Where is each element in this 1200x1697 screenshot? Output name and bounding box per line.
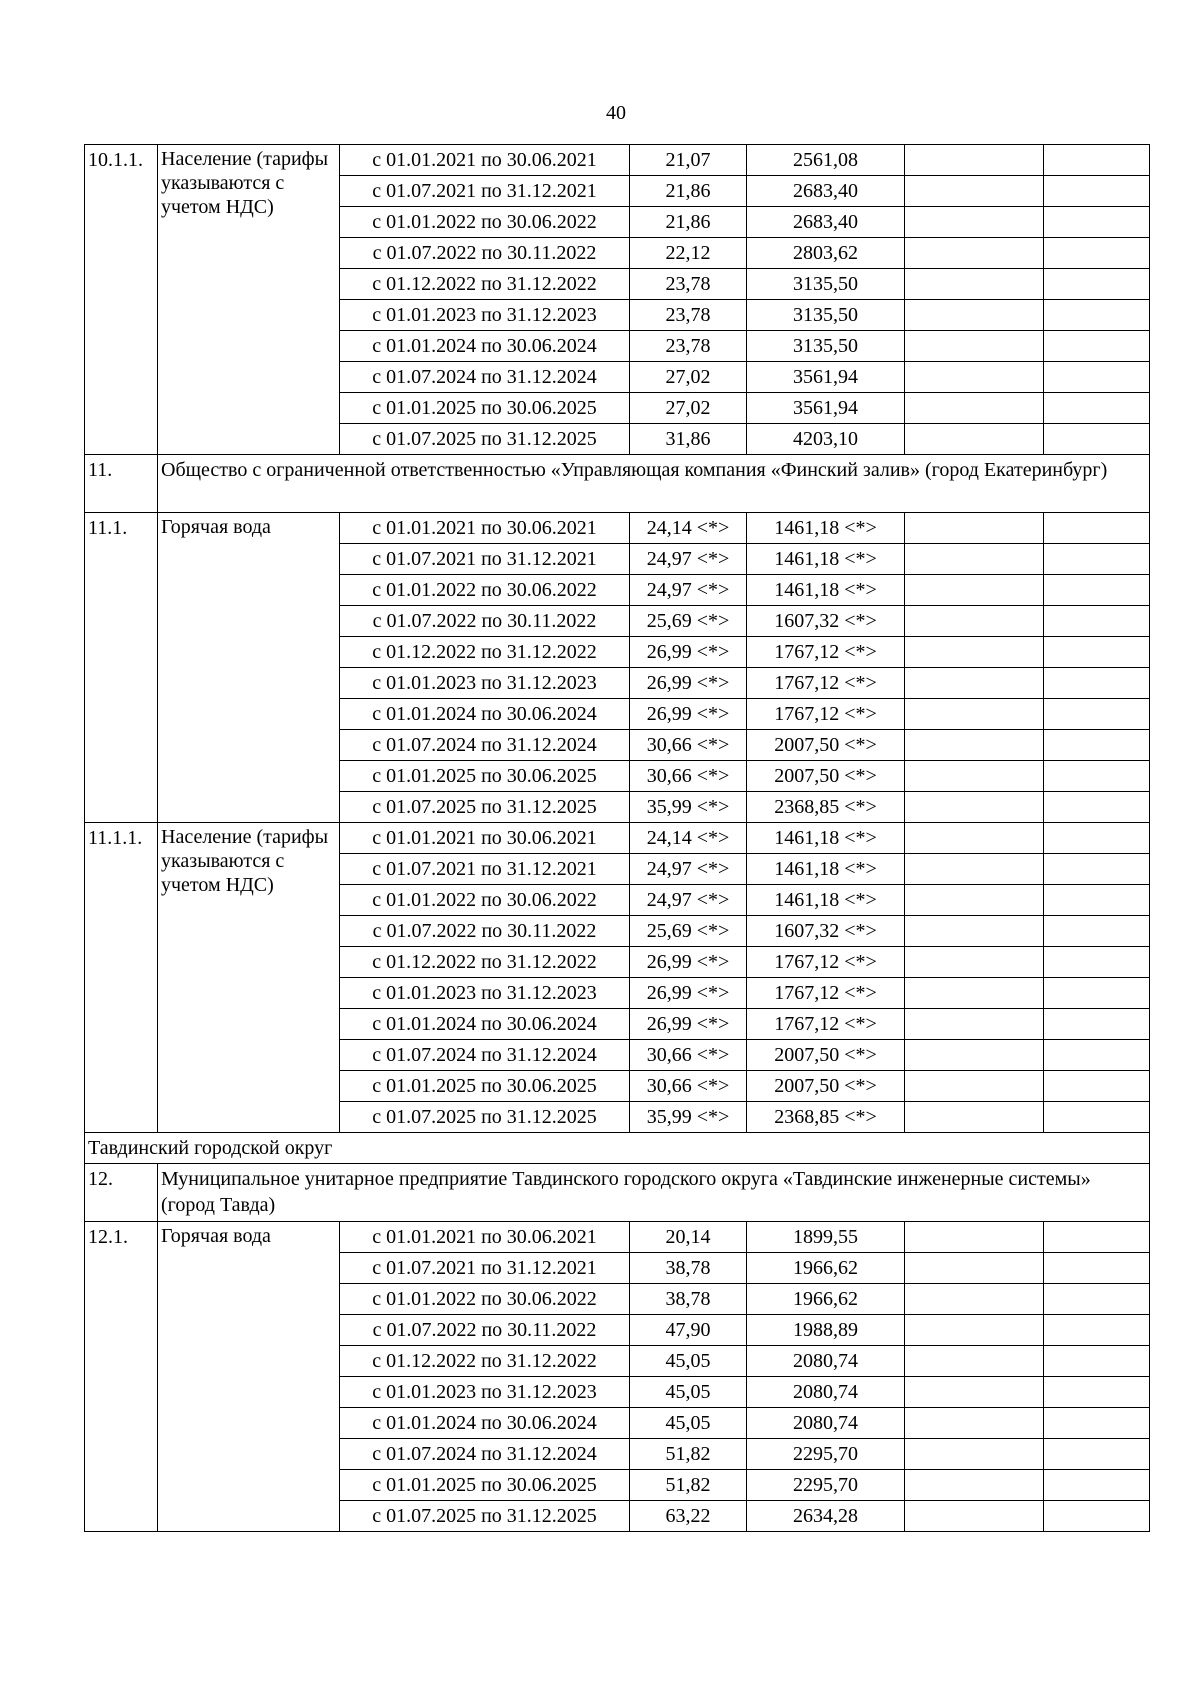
tariff-value-cell: 1767,12 <*> [747,978,905,1009]
tariff-value-cell: 1767,12 <*> [747,699,905,730]
tariff-value-cell: 1607,32 <*> [747,606,905,637]
table-row [85,823,1150,854]
tariff-value-cell: 26,99 <*> [630,947,747,978]
tariff-value-cell: 2080,74 [747,1346,905,1377]
tariff-value-cell: 24,97 <*> [630,575,747,606]
tariff-value-cell: 1966,62 [747,1253,905,1284]
period-cell: с 01.01.2024 по 30.06.2024 [340,1408,630,1439]
empty-cell [905,1346,1044,1377]
tariff-value-cell: 1607,32 <*> [747,916,905,947]
empty-cell [1044,145,1150,176]
empty-cell [1044,269,1150,300]
tariff-value-cell: 26,99 <*> [630,668,747,699]
tariff-value-cell: 25,69 <*> [630,916,747,947]
empty-cell [1044,885,1150,916]
empty-cell [1044,1377,1150,1408]
organization-row [85,1164,1150,1222]
period-cell: с 01.07.2025 по 31.12.2025 [340,1102,630,1133]
period-cell: с 01.07.2024 по 31.12.2024 [340,730,630,761]
period-cell: с 01.12.2022 по 31.12.2022 [340,269,630,300]
period-cell: с 01.07.2021 по 31.12.2021 [340,1253,630,1284]
period-cell: с 01.07.2024 по 31.12.2024 [340,362,630,393]
period-cell: с 01.01.2021 по 30.06.2021 [340,823,630,854]
tariff-value-cell: 2295,70 [747,1470,905,1501]
empty-cell [1044,1071,1150,1102]
period-cell: с 01.07.2022 по 30.11.2022 [340,606,630,637]
empty-cell [905,1377,1044,1408]
tariff-value-cell: 2368,85 <*> [747,1102,905,1133]
period-cell: с 01.07.2022 по 30.11.2022 [340,1315,630,1346]
region-row [85,1133,1150,1164]
period-cell: с 01.01.2025 по 30.06.2025 [340,1071,630,1102]
empty-cell [905,393,1044,424]
period-cell: с 01.07.2021 по 31.12.2021 [340,854,630,885]
empty-cell [905,269,1044,300]
tariff-value-cell: 3135,50 [747,300,905,331]
empty-cell [905,1284,1044,1315]
tariff-value-cell: 51,82 [630,1470,747,1501]
empty-cell [905,145,1044,176]
period-cell: с 01.01.2021 по 30.06.2021 [340,145,630,176]
tariff-value-cell: 2683,40 [747,176,905,207]
tariff-value-cell: 1767,12 <*> [747,637,905,668]
empty-cell [1044,575,1150,606]
empty-cell [1044,1315,1150,1346]
period-cell: с 01.01.2025 по 30.06.2025 [340,761,630,792]
tariff-value-cell: 26,99 <*> [630,637,747,668]
item-number: 12.1. [85,1222,158,1532]
period-cell: с 01.01.2022 по 30.06.2022 [340,1284,630,1315]
period-cell: с 01.01.2024 по 30.06.2024 [340,699,630,730]
empty-cell [905,331,1044,362]
period-cell: с 01.07.2025 по 31.12.2025 [340,424,630,455]
tariff-value-cell: 47,90 [630,1315,747,1346]
period-cell: с 01.01.2021 по 30.06.2021 [340,1222,630,1253]
tariff-value-cell: 2007,50 <*> [747,730,905,761]
empty-cell [905,792,1044,823]
period-cell: с 01.01.2023 по 31.12.2023 [340,978,630,1009]
empty-cell [1044,792,1150,823]
empty-cell [905,916,1044,947]
tariff-value-cell: 2295,70 [747,1439,905,1470]
period-cell: с 01.07.2021 по 31.12.2021 [340,176,630,207]
empty-cell [905,1315,1044,1346]
empty-cell [905,176,1044,207]
empty-cell [905,1222,1044,1253]
organization-number: 11. [85,455,158,513]
tariff-value-cell: 1461,18 <*> [747,575,905,606]
empty-cell [905,947,1044,978]
tariff-value-cell: 23,78 [630,269,747,300]
tariff-table [84,144,1150,1532]
tariff-value-cell: 3135,50 [747,331,905,362]
tariff-value-cell: 35,99 <*> [630,792,747,823]
period-cell: с 01.01.2022 по 30.06.2022 [340,885,630,916]
item-name: Население (тарифы указываются с учетом НДС) [158,145,340,455]
item-number: 10.1.1. [85,145,158,455]
empty-cell [905,238,1044,269]
tariff-value-cell: 30,66 <*> [630,761,747,792]
tariff-value-cell: 45,05 [630,1377,747,1408]
tariff-value-cell: 1461,18 <*> [747,854,905,885]
empty-cell [905,424,1044,455]
tariff-value-cell: 2080,74 [747,1377,905,1408]
tariff-value-cell: 2634,28 [747,1501,905,1532]
tariff-value-cell: 26,99 <*> [630,699,747,730]
empty-cell [1044,176,1150,207]
empty-cell [1044,947,1150,978]
empty-cell [905,1470,1044,1501]
period-cell: с 01.01.2024 по 30.06.2024 [340,1009,630,1040]
tariff-value-cell: 1767,12 <*> [747,668,905,699]
tariff-value-cell: 4203,10 [747,424,905,455]
empty-cell [905,1009,1044,1040]
tariff-value-cell: 27,02 [630,393,747,424]
empty-cell [1044,1439,1150,1470]
organization-title: Общество с ограниченной ответственностью «Управляющая компания «Финский залив» (город Екатеринбург) [158,455,1150,513]
period-cell: с 01.07.2024 по 31.12.2024 [340,1040,630,1071]
empty-cell [905,207,1044,238]
empty-cell [1044,1346,1150,1377]
empty-cell [905,1040,1044,1071]
empty-cell [1044,1253,1150,1284]
tariff-value-cell: 1988,89 [747,1315,905,1346]
period-cell: с 01.01.2022 по 30.06.2022 [340,575,630,606]
period-cell: с 01.01.2024 по 30.06.2024 [340,331,630,362]
period-cell: с 01.01.2023 по 31.12.2023 [340,668,630,699]
empty-cell [1044,331,1150,362]
tariff-value-cell: 3135,50 [747,269,905,300]
tariff-value-cell: 24,97 <*> [630,544,747,575]
period-cell: с 01.12.2022 по 31.12.2022 [340,1346,630,1377]
tariff-value-cell: 1461,18 <*> [747,513,905,544]
tariff-value-cell: 1461,18 <*> [747,885,905,916]
tariff-value-cell: 51,82 [630,1439,747,1470]
empty-cell [905,606,1044,637]
empty-cell [1044,854,1150,885]
tariff-value-cell: 1461,18 <*> [747,823,905,854]
item-name: Горячая вода [158,513,340,823]
period-cell: с 01.01.2022 по 30.06.2022 [340,207,630,238]
tariff-value-cell: 24,14 <*> [630,513,747,544]
period-cell: с 01.01.2021 по 30.06.2021 [340,513,630,544]
tariff-value-cell: 1767,12 <*> [747,1009,905,1040]
tariff-value-cell: 1461,18 <*> [747,544,905,575]
tariff-value-cell: 2368,85 <*> [747,792,905,823]
table-row [85,513,1150,544]
empty-cell [905,1408,1044,1439]
organization-title: Муниципальное унитарное предприятие Тавдинского городского округа «Тавдинские инженерные системы» (город Тавда) [158,1164,1150,1222]
tariff-value-cell: 24,97 <*> [630,885,747,916]
tariff-value-cell: 2683,40 [747,207,905,238]
empty-cell [1044,1009,1150,1040]
tariff-value-cell: 30,66 <*> [630,730,747,761]
empty-cell [1044,1408,1150,1439]
tariff-value-cell: 27,02 [630,362,747,393]
tariff-value-cell: 21,86 [630,176,747,207]
tariff-value-cell: 23,78 [630,331,747,362]
tariff-value-cell: 3561,94 [747,362,905,393]
item-name: Горячая вода [158,1222,340,1532]
empty-cell [1044,300,1150,331]
empty-cell [1044,207,1150,238]
table-row [85,145,1150,176]
empty-cell [1044,1102,1150,1133]
region-title: Тавдинский городской округ [85,1133,1150,1164]
tariff-value-cell: 2803,62 [747,238,905,269]
tariff-value-cell: 22,12 [630,238,747,269]
empty-cell [905,854,1044,885]
period-cell: с 01.01.2025 по 30.06.2025 [340,393,630,424]
empty-cell [1044,1040,1150,1071]
period-cell: с 01.12.2022 по 31.12.2022 [340,947,630,978]
tariff-value-cell: 3561,94 [747,393,905,424]
empty-cell [1044,823,1150,854]
tariff-value-cell: 31,86 [630,424,747,455]
item-name: Население (тарифы указываются с учетом НДС) [158,823,340,1133]
tariff-value-cell: 45,05 [630,1346,747,1377]
tariff-value-cell: 2007,50 <*> [747,761,905,792]
period-cell: с 01.01.2025 по 30.06.2025 [340,1470,630,1501]
empty-cell [1044,637,1150,668]
tariff-value-cell: 24,14 <*> [630,823,747,854]
empty-cell [1044,978,1150,1009]
empty-cell [905,1102,1044,1133]
tariff-value-cell: 63,22 [630,1501,747,1532]
empty-cell [905,978,1044,1009]
empty-cell [1044,424,1150,455]
empty-cell [905,699,1044,730]
empty-cell [905,300,1044,331]
empty-cell [1044,1222,1150,1253]
empty-cell [905,362,1044,393]
tariff-value-cell: 24,97 <*> [630,854,747,885]
tariff-value-cell: 21,07 [630,145,747,176]
empty-cell [905,761,1044,792]
period-cell: с 01.07.2022 по 30.11.2022 [340,238,630,269]
tariff-value-cell: 38,78 [630,1284,747,1315]
tariff-table-body [85,145,1150,1532]
empty-cell [905,637,1044,668]
empty-cell [905,544,1044,575]
empty-cell [1044,513,1150,544]
tariff-value-cell: 25,69 <*> [630,606,747,637]
tariff-value-cell: 2007,50 <*> [747,1071,905,1102]
empty-cell [905,730,1044,761]
empty-cell [1044,1284,1150,1315]
tariff-value-cell: 30,66 <*> [630,1071,747,1102]
tariff-value-cell: 2080,74 [747,1408,905,1439]
tariff-value-cell: 45,05 [630,1408,747,1439]
period-cell: с 01.01.2023 по 31.12.2023 [340,300,630,331]
period-cell: с 01.07.2022 по 30.11.2022 [340,916,630,947]
tariff-value-cell: 26,99 <*> [630,978,747,1009]
tariff-value-cell: 1767,12 <*> [747,947,905,978]
empty-cell [905,1501,1044,1532]
empty-cell [1044,916,1150,947]
empty-cell [905,668,1044,699]
empty-cell [905,513,1044,544]
period-cell: с 01.12.2022 по 31.12.2022 [340,637,630,668]
page-number: 40 [606,102,626,124]
item-number: 11.1.1. [85,823,158,1133]
tariff-value-cell: 20,14 [630,1222,747,1253]
empty-cell [905,575,1044,606]
empty-cell [905,885,1044,916]
table-row [85,1222,1150,1253]
empty-cell [1044,668,1150,699]
empty-cell [1044,761,1150,792]
empty-cell [1044,1501,1150,1532]
organization-number: 12. [85,1164,158,1222]
tariff-value-cell: 30,66 <*> [630,1040,747,1071]
period-cell: с 01.07.2025 по 31.12.2025 [340,1501,630,1532]
tariff-value-cell: 1966,62 [747,1284,905,1315]
tariff-value-cell: 23,78 [630,300,747,331]
tariff-value-cell: 21,86 [630,207,747,238]
tariff-value-cell: 26,99 <*> [630,1009,747,1040]
tariff-value-cell: 35,99 <*> [630,1102,747,1133]
period-cell: с 01.01.2023 по 31.12.2023 [340,1377,630,1408]
tariff-value-cell: 38,78 [630,1253,747,1284]
tariff-value-cell: 2007,50 <*> [747,1040,905,1071]
empty-cell [1044,730,1150,761]
empty-cell [1044,238,1150,269]
empty-cell [905,1253,1044,1284]
tariff-value-cell: 2561,08 [747,145,905,176]
empty-cell [1044,606,1150,637]
period-cell: с 01.07.2021 по 31.12.2021 [340,544,630,575]
item-number: 11.1. [85,513,158,823]
empty-cell [1044,362,1150,393]
empty-cell [905,1439,1044,1470]
tariff-value-cell: 1899,55 [747,1222,905,1253]
period-cell: с 01.07.2025 по 31.12.2025 [340,792,630,823]
organization-row [85,455,1150,513]
empty-cell [905,1071,1044,1102]
empty-cell [1044,699,1150,730]
empty-cell [1044,544,1150,575]
empty-cell [1044,1470,1150,1501]
empty-cell [1044,393,1150,424]
period-cell: с 01.07.2024 по 31.12.2024 [340,1439,630,1470]
empty-cell [905,823,1044,854]
